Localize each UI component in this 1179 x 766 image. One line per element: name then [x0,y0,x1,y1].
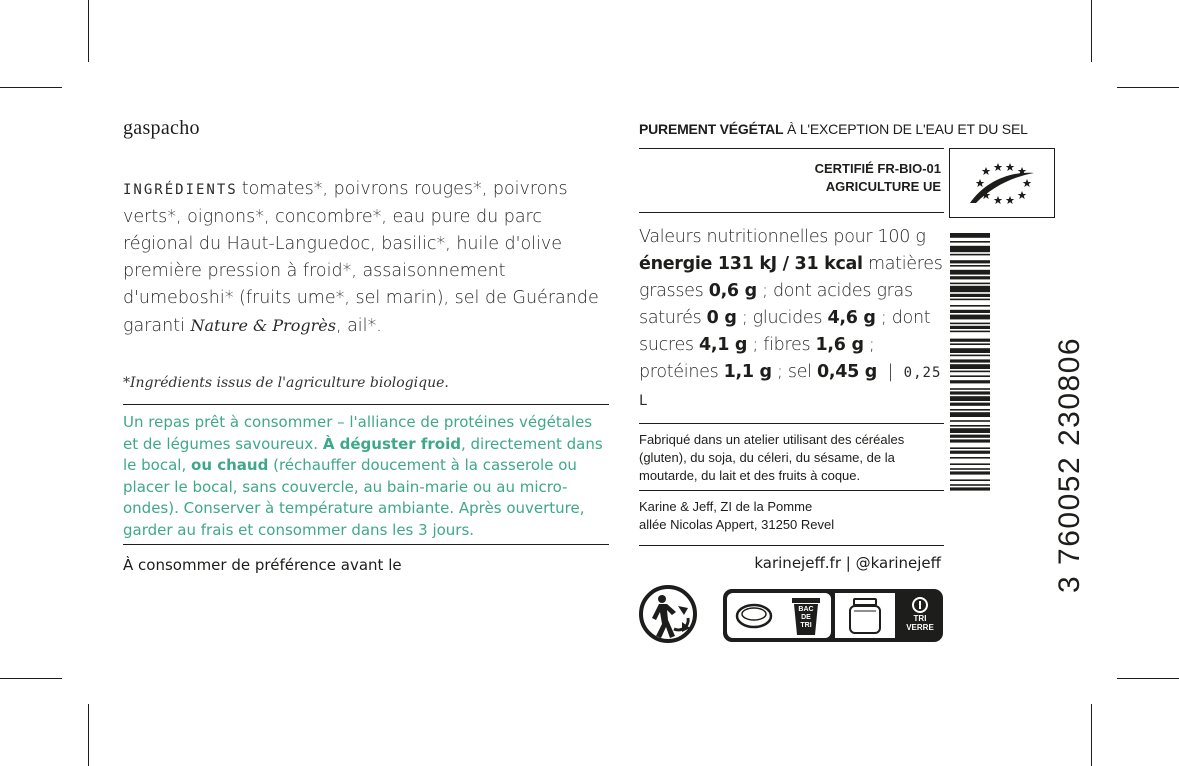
nutrition-label: ; protéines [639,335,875,382]
nutrition-label: ; fibres [747,335,816,355]
nutrition-separator: | [877,362,904,382]
barcode-bar [950,439,990,442]
barcode-bar [950,286,990,292]
barcode-bar [950,315,990,320]
nutrition-label: ; dont sucres [639,308,931,355]
barcode-bar [950,260,990,263]
divider [123,404,609,405]
ingredients-label: INGRÉDIENTS [123,182,238,198]
sorting-info [722,588,944,643]
crop-mark [88,0,89,62]
organic-footnote: *Ingrédients issus de l'agriculture biologique. [123,375,449,391]
nutrition-facts [639,224,944,415]
glass-jar-icon [846,597,884,635]
nutrition-label: matières grasses [639,254,943,301]
nutrition-saturated: 0 g [706,308,737,328]
nutrition-fat: 0,6 g [708,281,757,301]
vegan-claim-rest: À L'EXCEPTION DE L'EAU ET DU SEL [783,121,1028,137]
bin-label-line: BAC [798,606,814,613]
label-brand: Nature & Progrès [190,316,336,335]
barcode-bar [950,254,990,256]
barcode-bar [950,403,990,406]
cert-origin: AGRICULTURE UE [825,179,941,194]
nutrition-carbs: 4,6 g [827,308,876,328]
barcode-bar [950,310,990,313]
description-text: Un repas prêt à consommer – l'alliance de protéines végétales et de légumes savoureux. [123,413,593,453]
barcode-bar [950,479,990,481]
address-line: Karine & Jeff, ZI de la Pomme [639,499,813,514]
allergen-notice: Fabriqué dans un atelier utilisant des céréales (gluten), du soja, du céleri, du sésame, de la moutarde, du lait et des fruits à coque. [639,432,905,483]
ingredients-list-end: , ail*. [335,316,382,336]
barcode-bar [950,265,990,267]
organic-certification [639,160,941,196]
barcode-bar [950,348,990,353]
barcode-bar [950,294,990,297]
tri-label-line: TRI [913,614,927,623]
barcode-bar [950,435,990,438]
barcode-bar [950,447,990,449]
nutrition-label: ; sel [771,362,818,382]
divider [639,212,944,213]
nutrition-label: ; dont acides gras saturés [639,281,913,328]
barcode-bar [950,420,990,422]
crop-mark [0,678,62,679]
barcode-bar [950,359,990,362]
address-line: allée Nicolas Appert, 31250 Revel [639,517,835,532]
barcode-bar [950,388,990,390]
description-hot: ou chaud [191,456,269,474]
barcode-number [1023,233,1086,593]
barcode-bar [950,463,990,465]
barcode-bar [950,396,990,401]
barcode-bar [950,270,990,275]
jar-lid-icon [734,600,774,632]
barcode-bar [950,375,990,377]
nutrition-label: ; glucides [736,308,828,328]
barcode-bar [950,331,990,333]
nutrition-energy: énergie 131 kJ / 31 kcal [639,254,863,274]
barcode-bar [950,391,990,394]
barcode-bar [950,409,990,411]
net-volume: 0,25 L [639,365,942,409]
barcode-bar [950,412,990,417]
vegan-claim [639,121,1028,137]
glass-tri-icon [900,594,940,638]
triman-icon [638,584,700,644]
crop-mark [1091,704,1092,766]
description-text: (réchauffer doucement à la casserole ou placer le bocal, sans couvercle, au bain-marie ou au micro-ondes). Conserver à température ambiante. Après ouverture, garder au frais et consommer dans les 3 jours. [123,456,585,539]
barcode-bar [950,451,990,454]
nutrition-sugars: 4,1 g [699,335,748,355]
nutrition-intro: Valeurs nutritionnelles pour 100 g [639,227,926,247]
barcode-bar [950,299,990,301]
bin-label-line: DE [801,614,811,621]
tri-verre-label [900,614,940,632]
barcode-bar [950,428,990,433]
bin-icon [790,596,822,636]
manufacturer-address [639,498,944,534]
cert-code: CERTIFIÉ FR-BIO-01 [814,161,941,176]
barcode-bar [950,305,990,307]
crop-mark [1117,87,1179,88]
barcode-bar [950,339,990,342]
barcode-bar [950,343,990,345]
crop-mark [1117,678,1179,679]
nutrition-protein: 1,1 g [723,362,772,382]
barcode-digits: 3 760052 230806 [1053,336,1086,593]
barcode-bar [950,380,990,383]
barcode-bar [950,468,990,470]
bin-label-line: TRI [800,622,812,629]
barcode-bar [950,323,990,325]
nutrition-fibre: 1,6 g [815,335,864,355]
eu-organic-leaf-icon [949,148,1055,218]
crop-mark [1091,0,1092,62]
barcode-bar [950,326,990,329]
barcode-bar [950,371,990,373]
vegan-claim-bold: PUREMENT VÉGÉTAL [639,121,784,137]
barcode-bar [950,471,990,474]
divider [639,148,944,149]
crop-mark [0,87,62,88]
barcode-bar [950,241,990,243]
description-cold: À déguster froid [322,434,461,453]
divider [639,545,944,546]
barcode-bar [950,364,990,369]
website-handle: karinejeff.fr | @karinejeff [754,554,941,572]
ingredients-text [123,176,603,340]
barcode-bar [950,425,990,427]
divider [639,490,944,491]
barcode-bar [950,487,990,490]
barcode-bar [950,355,990,357]
barcode [950,233,990,555]
tri-label-line: VERRE [906,623,934,632]
barcode-bar [950,246,990,252]
divider [639,423,944,424]
nutrition-salt: 0,45 g [817,362,878,382]
crop-mark [88,704,89,766]
description-text: , directement dans le bocal, [123,434,603,474]
barcode-bar [950,283,990,285]
barcode-bar [950,276,990,279]
barcode-bar [950,233,990,238]
serving-description [123,412,609,541]
ingredients-list: tomates*, poivrons rouges*, poivrons verts*, oignons*, concombre*, eau pure du parc régional du Haut-Languedoc, basilic*, huile d'olive première pression à froid*, assaisonnement d'umeboshi* (fruits ume*, sel marin), sel de Guérande garanti [123,179,599,336]
barcode-bar [950,457,990,459]
divider [123,544,609,545]
bac-de-tri-label [790,606,822,630]
product-name: gaspacho [123,117,200,139]
best-before-label: À consommer de préférence avant le [123,556,402,574]
barcode-bar [950,484,990,486]
